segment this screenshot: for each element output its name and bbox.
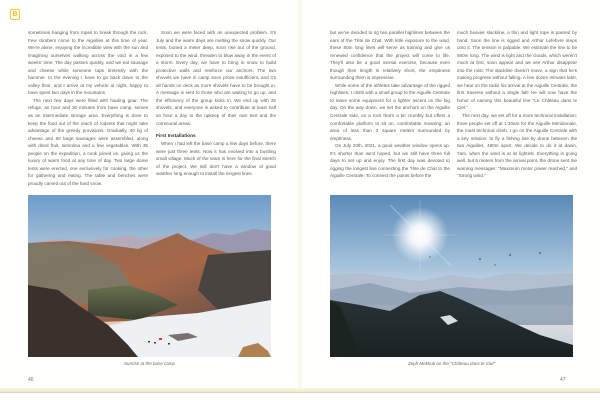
right-page (300, 0, 600, 392)
section-heading: First Installations (156, 134, 196, 140)
paragraph: On July 20th, 2021, a good weather window opens up. It's shorter than we'd hoped, but we still have three full days to set up and enjoy. The first day was devoted to rigging the longest line connecting the Tête de Chat to the Aiguille Centrale. To connect the points before the (330, 143, 450, 179)
base-camp-photo (28, 195, 271, 357)
paragraph: much heavier slackline, a thin and light rope is passed by hand. Soon the line is rigged and Arthur Lefebvre steps onto it. The tension is palpable. We estimate the line to be 560m long. The wind is light and the clouds, which weren't much at first, soon appear and we see Arthur disappear into the mist. The slackline doesn't move, a sign that he's making progress without falling. A few dozen minutes later, we hear on the radio his arrival at the Aiguille Centrale, the first traverse without a single fall! He will now have the honor of naming this beautiful line "Le Château dans le Ciel." (457, 30, 577, 111)
left-page-column-1 (28, 29, 148, 187)
left-page-column-2 (156, 29, 276, 178)
paragraph: sometimes hanging from ropes to break through the rock. Few climbers come to the Aiguilles at this time of year. We're alone, enjoying the incredible view with the sun and imagining ourselves walking across the void in a few weeks' time. The day passes quickly, and we eat sausage and cheese while someone taps tirelessly with the hammer. In the evening I have to go back down to the valley floor, and I arrive at my vehicle at night, happy to have spent two days in the mountains. (28, 30, 148, 96)
paragraph: While some of the athletes take advantage of the rigged highlines, I climb with a small group to the Aiguille Centrale to leave some equipment for a lighter ascent on the big day. On the way down, we set the anchors on the Aiguille Centrale side, on a rock that's a bit crumbly but offers a comfortable platform to sit on, comfortable meaning: an area of less than 3 square meters surrounded by emptiness. (330, 82, 450, 141)
left-page (0, 0, 300, 392)
photo-caption: Sunrise at the base camp (123, 361, 176, 366)
right-page-column-2 (457, 29, 577, 180)
page-number: 46 (28, 377, 34, 383)
right-page-column-1 (330, 29, 450, 180)
mountain-sunrise-image (28, 195, 271, 357)
paragraph: When I had left the base camp a few days before, there were just three tents. Now it has evolved into a bustling small village. Much of the team is here for the final stretch of the project. We still don't have a window of good weather long enough to install the longest lines. (156, 141, 276, 177)
highline-photo (330, 195, 573, 357)
photo-caption: Zeph Mekhuk on the "Château dans le Ciel" (407, 361, 496, 366)
background-below (0, 393, 600, 400)
paragraph: but we've decided to rig two parallel highlines between the ears of the Tête de Chat. With little exposure to the wind, these 80m long lines will serve as training and give us renewed confidence that the project will come to life. They'll also be a good mental exercise, because even though their length is relatively short, the emptiness surrounding them is impressive. (330, 30, 450, 81)
paragraph: Soon we were faced with an unexpected problem. It's July and the warm days are melting the snow quickly. Our tents, buried a meter deep, soon rise out of the ground, exposed to the wind, threaten to blow away in the event of a storm. Every day, we have to bring in snow to build protective walls and reinforce our anchors. The two shovels we have in camp soon prove insufficient, and it's all hands on deck as more shovels have to be brought in. A message is sent to those who are waiting to go up, and the efficiency of the group kicks in. We end up with 25 shovels, and everyone is asked to contribute at least half an hour a day to the upkeep of their own tent and the communal areas. (156, 30, 276, 126)
magazine-logo-icon: B (10, 9, 20, 20)
paragraph: The next day, we set off for a more technical installation; three people set off at 1:30am for the Aiguille Méridionale, the most technical climb. I go on the Aiguille Centrale with a key mission: to fly a fishing line by drone between the two Aiguilles, 480m apart. We decide to do it at dawn, 7am, when the wind is at its lightest. Everything is going well, but 5 meters from the arrival point, the drone sent me warning messages: "Maximum motor power reached," and "Strong wind." (457, 113, 577, 179)
paragraph: The next few days were filled with hauling gear. The refuge, an hour and 30 minutes from base camp, serves as an intermediate storage area. Everything is done to keep the food out of the reach of rodents that might take advantage of the greedy provisions. Gradually, 40 kg of cheese and 80 large sausages were assembled, along with dried fruit, semolina and a few vegetables. With 35 people on the expedition, a cook joined us, giving us the luxury of warm food at any time of day. Two large dome tents were erected, one exclusively for cooking, the other for gathering and eating. The table and benches were proudly carved out of the hard snow. (28, 97, 148, 186)
page-number: 47 (560, 377, 566, 383)
sun-over-mountains-image (330, 195, 573, 357)
